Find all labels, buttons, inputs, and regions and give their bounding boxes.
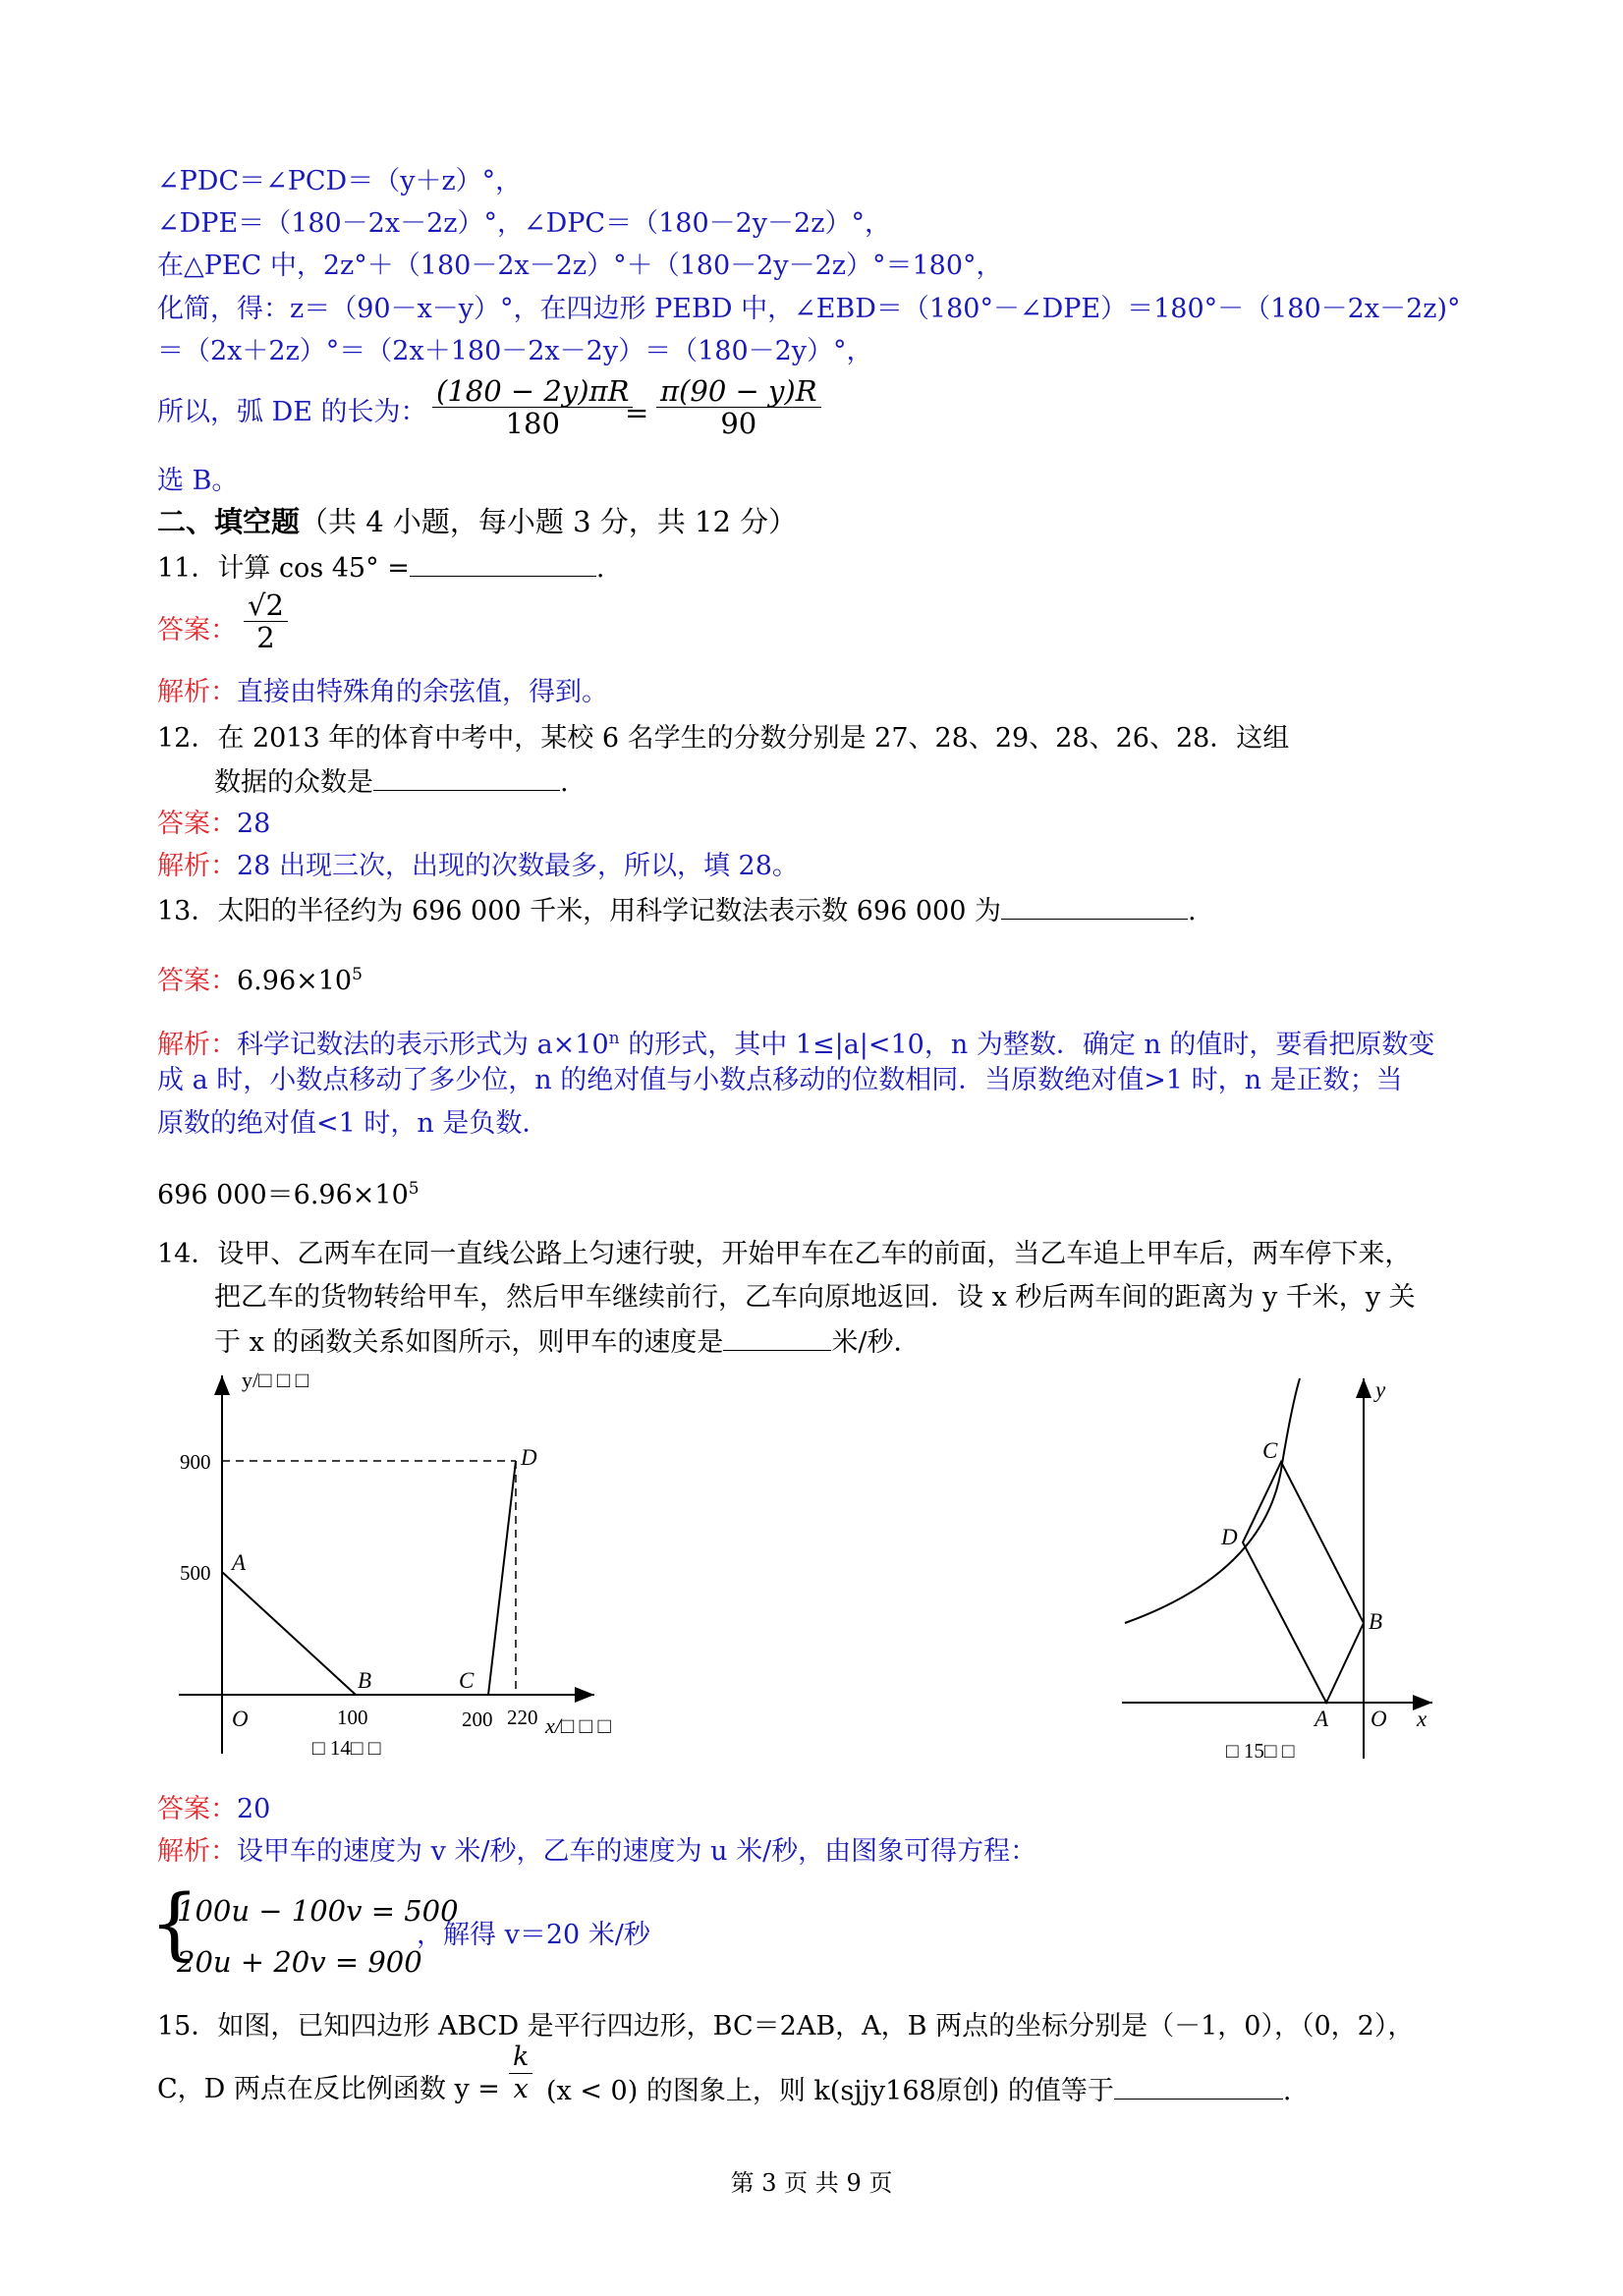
analysis-label: 解析：: [157, 851, 237, 881]
fig15-caption: □ 15□ □: [1226, 1739, 1295, 1763]
question-12-line-1: 12．在 2013 年的体育中考中，某校 6 名学生的分数分别是 27、28、29、28、26、28．这组: [157, 723, 1290, 754]
arc-fraction-1-denominator: 180: [505, 407, 560, 440]
fig15-point-C: C: [1262, 1438, 1278, 1463]
analysis-13-line-3: 原数的绝对值<1 时，n 是负数．: [157, 1108, 549, 1139]
fig14-origin: O: [232, 1707, 249, 1731]
answer-14: [157, 1793, 270, 1826]
arc-fraction-2-denominator: 90: [720, 407, 757, 440]
fig15-parallelogram: [1243, 1462, 1364, 1703]
analysis-13-text-a: 科学记数法的表示形式为 a×10: [237, 1030, 609, 1060]
fig14-point-D: D: [521, 1445, 537, 1470]
answer-blank: [1001, 893, 1188, 920]
question-15-line-1: 15．如图，已知四边形 ABCD 是平行四边形，BC＝2AB，A，B 两点的坐标分别是（－1，0），（0，2），: [157, 2011, 1415, 2042]
fig14-point-C: C: [459, 1668, 475, 1693]
analysis-12: [157, 850, 799, 883]
fig14-segment-CD: [488, 1461, 516, 1695]
fig14-y-label: y/□ □ □: [242, 1368, 308, 1392]
result-13: [157, 1172, 420, 1212]
fig15-point-D: D: [1221, 1525, 1238, 1549]
fig14-xtick-100: 100: [337, 1706, 368, 1729]
choice-line: 选 B。: [157, 466, 239, 496]
answer-blank: [723, 1324, 831, 1351]
answer-label-11: 答案：: [157, 615, 237, 645]
answer-11-numerator: √2: [244, 589, 288, 622]
arc-fraction-1-numerator: (180 − 2y)πR: [432, 375, 633, 408]
analysis-12-text: 28 出现三次，出现的次数最多，所以，填 28。: [237, 851, 799, 881]
answer-blank: [410, 550, 596, 577]
question-12-text: 数据的众数是: [214, 767, 373, 798]
question-12-line-2: [214, 764, 569, 800]
answer-12: [157, 808, 270, 841]
question-15-period: .: [1282, 2076, 1292, 2106]
analysis-13-line-1: [157, 1022, 1434, 1062]
arc-length-label: 所以，弧 DE 的长为：: [157, 397, 427, 427]
solution-line-1: ∠PDC＝∠PCD＝（y＋z）°，: [157, 166, 523, 196]
equals-sign: =: [625, 396, 649, 429]
question-14-line-2: 把乙车的货物转给甲车，然后甲车继续前行，乙车向原地返回．设 x 秒后两车间的距离为 y 千米，y 关: [214, 1282, 1416, 1313]
question-14-line-1: 14．设甲、乙两车在同一直线公路上匀速行驶，开始甲车在乙车的前面，当乙车追上甲车后，两车停下来，: [157, 1239, 1412, 1269]
solution-line-3: 在△PEC 中，2z°＋（180－2x－2z）°＋（180－2y－2z）°＝180°，: [157, 251, 1003, 281]
fig14-ytick-900: 900: [180, 1450, 211, 1474]
section-subtitle: （共 4 小题，每小题 3 分，共 12 分）: [300, 505, 798, 538]
figure-14: [167, 1361, 658, 1773]
analysis-11: [157, 676, 608, 709]
arc-fraction-2: [656, 375, 821, 439]
analysis-label: 解析：: [157, 1836, 237, 1867]
fig15-hyperbola: [1125, 1378, 1300, 1623]
analysis-13-text-b: 的形式，其中 1≤|a|<10，n 为整数．确定 n 的值时，要看把原数变: [619, 1030, 1435, 1060]
question-15-line-2b: [546, 2073, 1291, 2108]
fig15-origin: O: [1371, 1707, 1387, 1731]
fig14-caption: □ 14□ □: [312, 1736, 381, 1760]
question-14-text: 于 x 的函数关系如图所示，则甲车的速度是: [214, 1327, 724, 1358]
fig15-point-A: A: [1315, 1707, 1329, 1731]
fig14-point-B: B: [358, 1668, 372, 1693]
answer-11-fraction: [244, 589, 288, 653]
fig14-ytick-500: 500: [180, 1561, 211, 1585]
question-11-period: .: [595, 553, 605, 584]
result-13-exponent: 5: [408, 1179, 420, 1199]
analysis-11-text: 直接由特殊角的余弦值，得到。: [237, 677, 608, 707]
q15-fraction-denominator: x: [513, 2074, 529, 2104]
question-13: [157, 893, 1197, 928]
fig15-point-B: B: [1369, 1609, 1383, 1634]
answer-12-value: 28: [237, 809, 271, 839]
section-heading: [157, 505, 797, 538]
answer-label: 答案：: [157, 1794, 237, 1824]
arc-fraction-1: [432, 375, 633, 439]
fig15-x-label: x: [1417, 1707, 1427, 1731]
fig14-segment-AB: [222, 1572, 356, 1695]
figure-15: [1110, 1366, 1464, 1778]
answer-11-denominator: 2: [256, 621, 275, 654]
question-15-line-2: [157, 2073, 500, 2106]
solution-line-4: 化简，得：z＝（90－x－y）°，在四边形 PEBD 中，∠EBD＝（180°－∠DPE）＝180°－（180－2x－2z)°: [157, 294, 1461, 324]
question-14-line-3: [214, 1324, 921, 1360]
question-12-period: .: [560, 767, 569, 798]
solution-line-2: ∠DPE＝（180－2x－2z）°，∠DPC＝（180－2y－2z）°，: [157, 208, 891, 239]
page-footer: 第 3 页 共 9 页: [730, 2169, 893, 2197]
section-title: 二、填空题: [157, 505, 301, 538]
fig14-point-A: A: [232, 1550, 247, 1575]
equation-solution: ，解得 v＝20 米/秒: [417, 1920, 650, 1950]
answer-14-value: 20: [237, 1794, 271, 1824]
q15-fraction: [509, 2042, 532, 2105]
question-13-text: 13．太阳的半径约为 696 000 千米，用科学记数法表示数 696 000 为: [157, 896, 1001, 926]
question-15-text-a: C，D 两点在反比例函数 y =: [157, 2074, 500, 2104]
answer-13: [157, 958, 363, 998]
analysis-label: 解析：: [157, 1030, 237, 1060]
arc-fraction-2-numerator: π(90 − y)R: [656, 375, 821, 408]
analysis-label: 解析：: [157, 677, 237, 707]
fig14-x-label: x/□ □ □: [545, 1713, 611, 1738]
question-13-period: .: [1188, 896, 1197, 926]
analysis-14-text: 设甲车的速度为 v 米/秒，乙车的速度为 u 米/秒，由图象可得方程：: [237, 1836, 1037, 1867]
answer-13-exponent: 5: [352, 965, 363, 984]
result-13-value: 696 000＝6.96×10: [157, 1180, 409, 1210]
equation-2: 20u + 20v = 900: [177, 1945, 422, 1979]
analysis-14: [157, 1835, 1036, 1869]
answer-blank: [373, 764, 560, 791]
solution-line-5: ＝（2x＋2z）°＝（2x＋180－2x－2y）＝（180－2y）°，: [157, 336, 873, 366]
equation-brace: {: [149, 1877, 199, 1969]
question-15-text-b: (x < 0) 的图象上，则 k(sjjy168原创) 的值等于: [546, 2076, 1114, 2106]
question-11: [157, 550, 604, 586]
equation-1: 100u − 100v = 500: [177, 1894, 459, 1928]
fig14-xtick-200: 200: [462, 1708, 493, 1731]
question-14-unit: 米/秒．: [831, 1327, 921, 1358]
answer-13-value: 6.96×10: [237, 966, 353, 996]
analysis-13-line-2: 成 a 时，小数点移动了多少位，n 的绝对值与小数点移动的位数相同．当原数绝对值>1 时，n 是正数；当: [157, 1065, 1403, 1095]
question-11-text: 11．计算 cos 45° =: [157, 553, 410, 584]
answer-label: 答案：: [157, 966, 237, 996]
answer-label: 答案：: [157, 809, 237, 839]
answer-blank: [1114, 2073, 1283, 2100]
q15-fraction-numerator: k: [509, 2042, 532, 2074]
analysis-13-exponent: n: [608, 1029, 620, 1048]
fig15-y-label: y: [1375, 1377, 1386, 1402]
fig14-xtick-220: 220: [507, 1706, 538, 1729]
